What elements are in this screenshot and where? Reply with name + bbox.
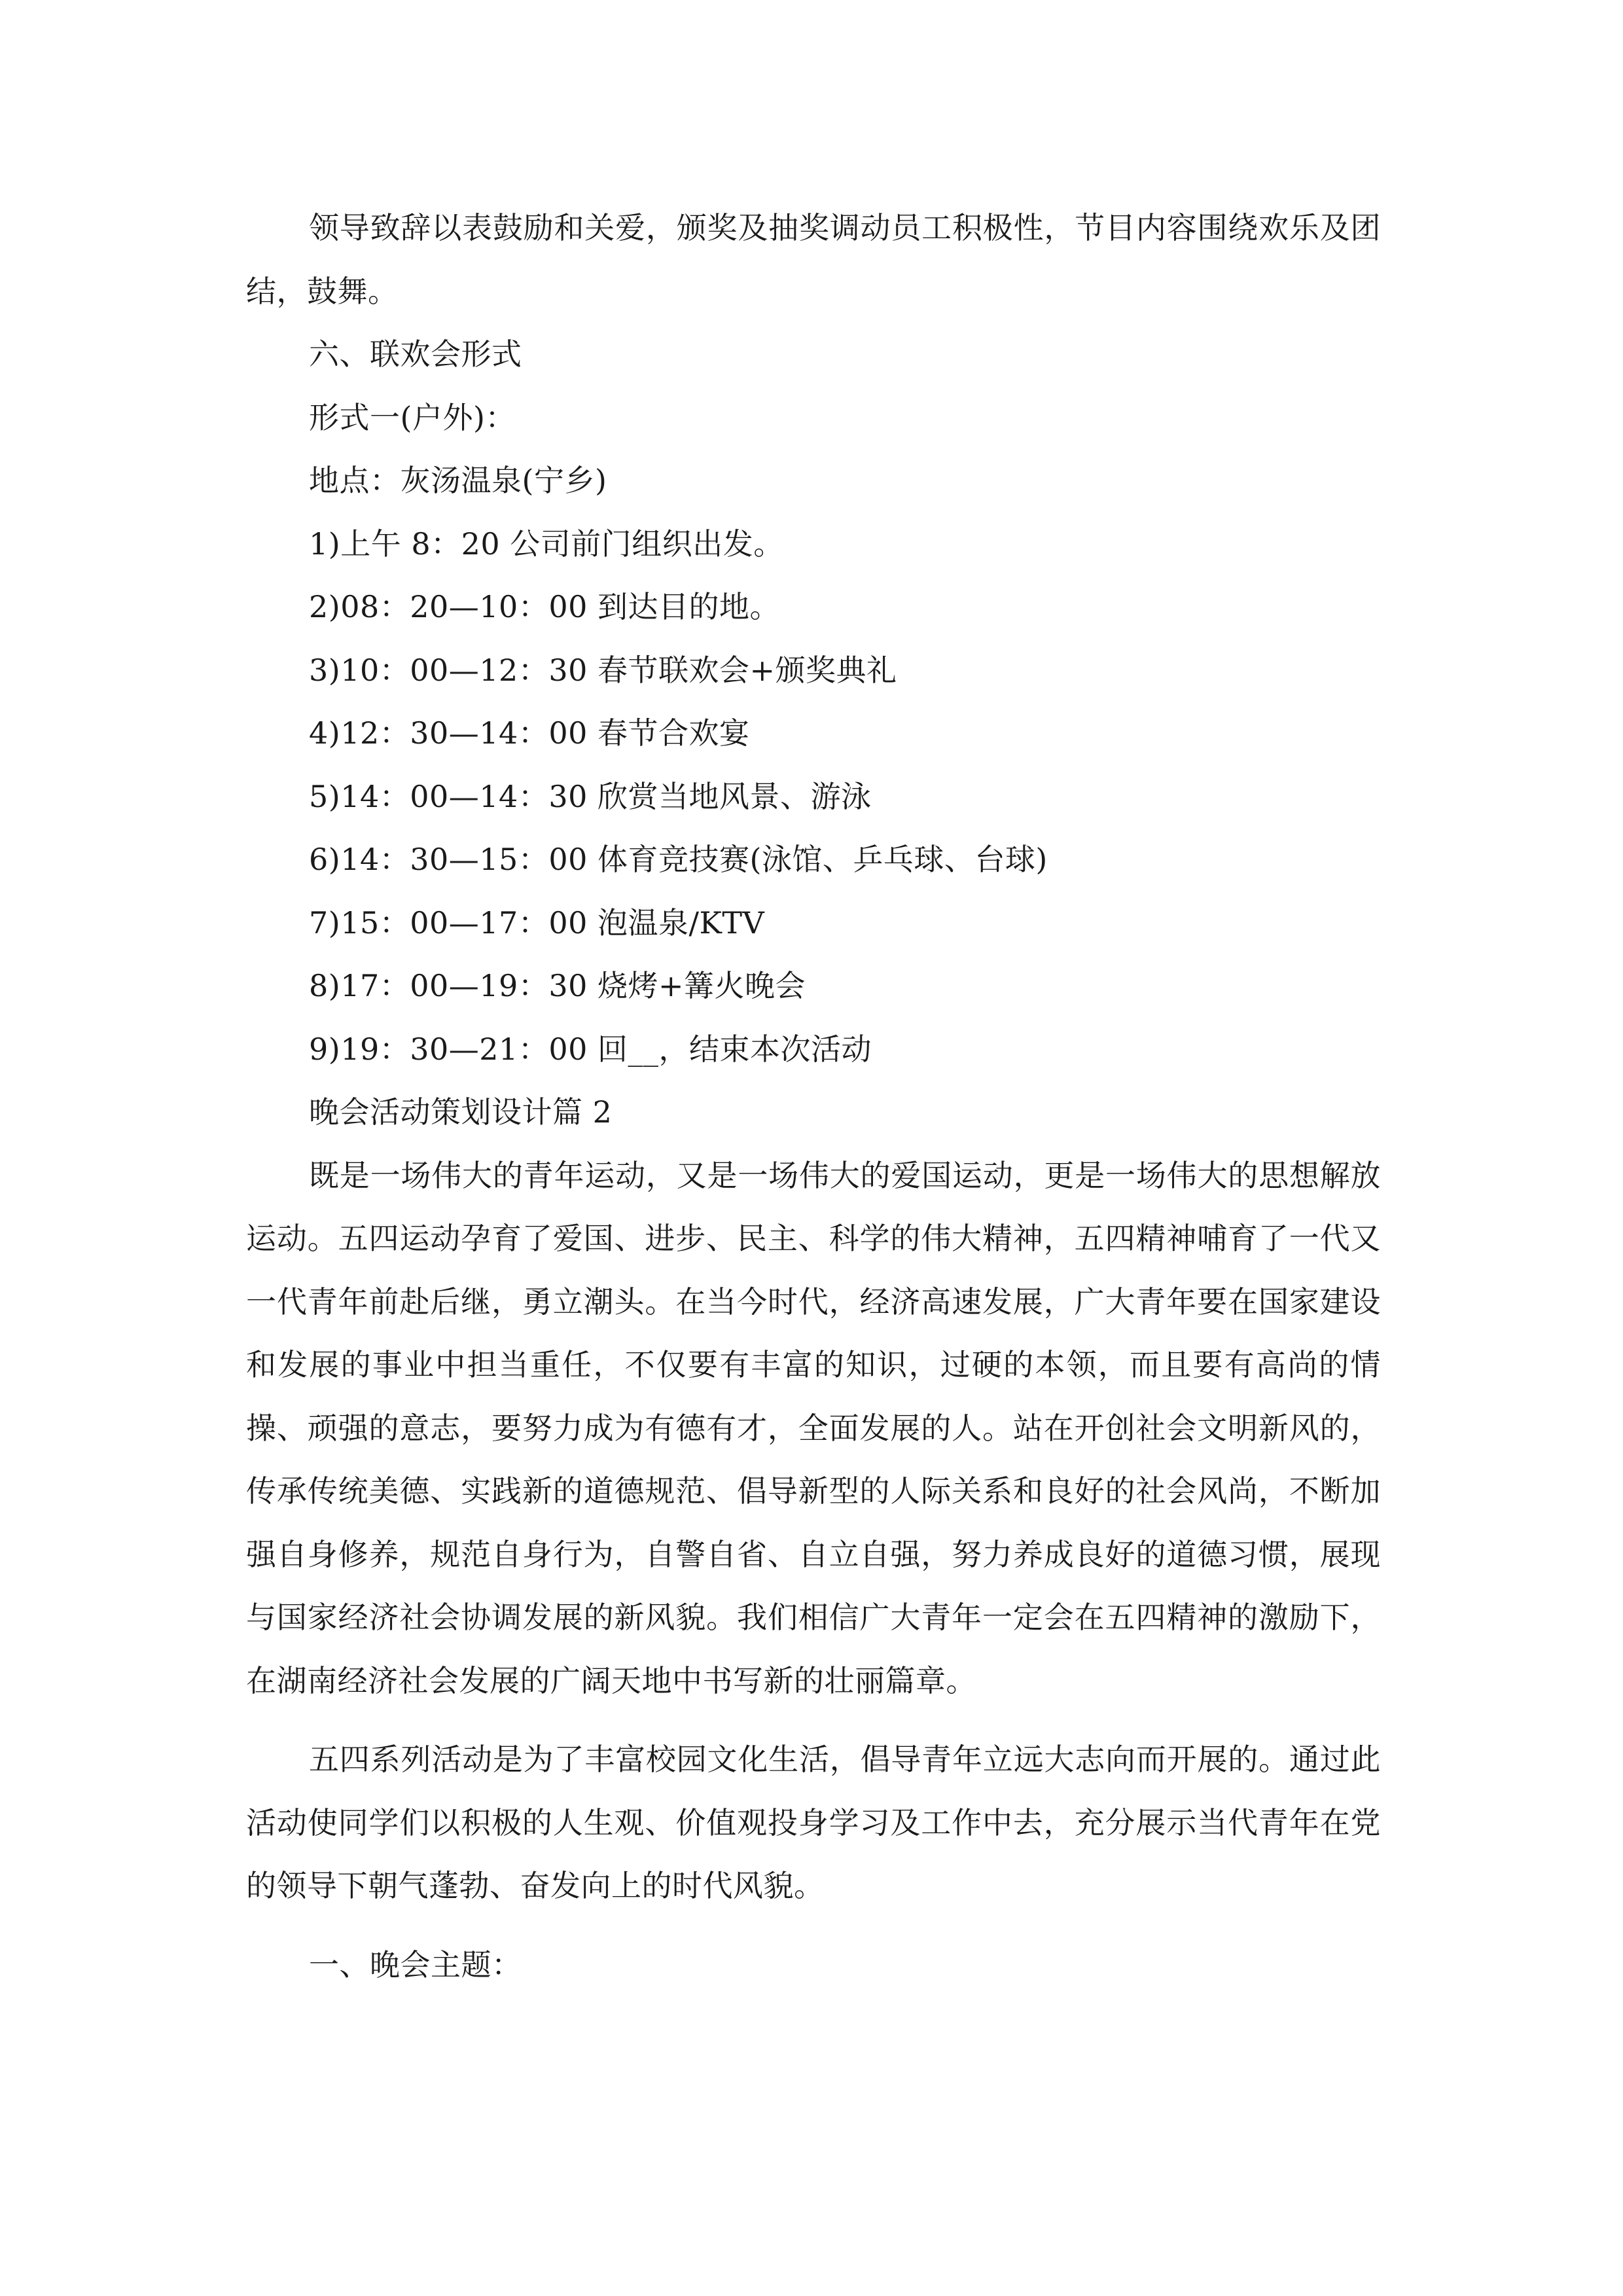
section-heading-theme: 一、晚会主题： [309,1946,522,1982]
schedule-item: 7)15：00—17：00 泡温泉/KTV [309,905,765,941]
section-heading-party-format: 六、联欢会形式 [309,336,522,372]
schedule-item: 4)12：30—14：00 春节合欢宴 [309,715,750,751]
paragraph-opening: 领导致辞以表鼓励和关爱，颁奖及抽奖调动员工积极性，节目内容围绕欢乐及团结，鼓舞。 [246,210,1381,309]
schedule-item: 5)14：00—14：30 欣赏当地风景、游泳 [309,778,872,814]
paragraph-activity-purpose: 五四系列活动是为了丰富校园文化生活，倡导青年立远大志向而开展的。通过此活动使同学们以积极的人生观、价值观投身学习及工作中去，充分展示当代青年在党的领导下朝气蓬勃、奋发向上的时代风貌。 [246,1742,1381,1903]
schedule-item: 1)上午 8：20 公司前门组织出发。 [309,526,784,562]
schedule-item: 2)08：20—10：00 到达目的地。 [309,589,780,624]
schedule-item: 6)14：30—15：00 体育竞技赛(泳馆、乒乓球、台球) [309,842,1048,877]
paragraph-may-fourth-spirit: 既是一场伟大的青年运动，又是一场伟大的爱国运动，更是一场伟大的思想解放运动。五四运动孕育了爱国、进步、民主、科学的伟大精神，五四精神哺育了一代又一代青年前赴后继，勇立潮头。在当今时代，经济高速发展，广大青年要在国家建设和发展的事业中担当重任，不仅要有丰富的知识，过硬的本领，而且要有高尚的情操、顽强的意志，要努力成为有德有才，全面发展的人。站在开创社会文明新风的，传承传统美德、实践新的道德规范、倡导新型的人际关系和良好的社会风尚，不断加强自身修养，规范自身行为，自警自省、自立自强，努力养成良好的道德习惯，展现与国家经济社会协调发展的新风貌。我们相信广大青年一定会在五四精神的激励下，在湖南经济社会发展的广阔天地中书写新的壮丽篇章。 [246,1157,1381,1698]
schedule-item: 8)17：00—19：30 烧烤+篝火晚会 [309,968,806,1003]
schedule-item: 3)10：00—12：30 春节联欢会+颁奖典礼 [309,652,897,688]
location-line: 地点：灰汤温泉(宁乡) [309,463,607,498]
format-one-label: 形式一(户外)： [309,399,516,435]
document-body [246,196,1381,1996]
schedule-item: 9)19：30—21：00 回__，结束本次活动 [309,1031,872,1067]
article-title: 晚会活动策划设计篇 2 [309,1094,613,1130]
